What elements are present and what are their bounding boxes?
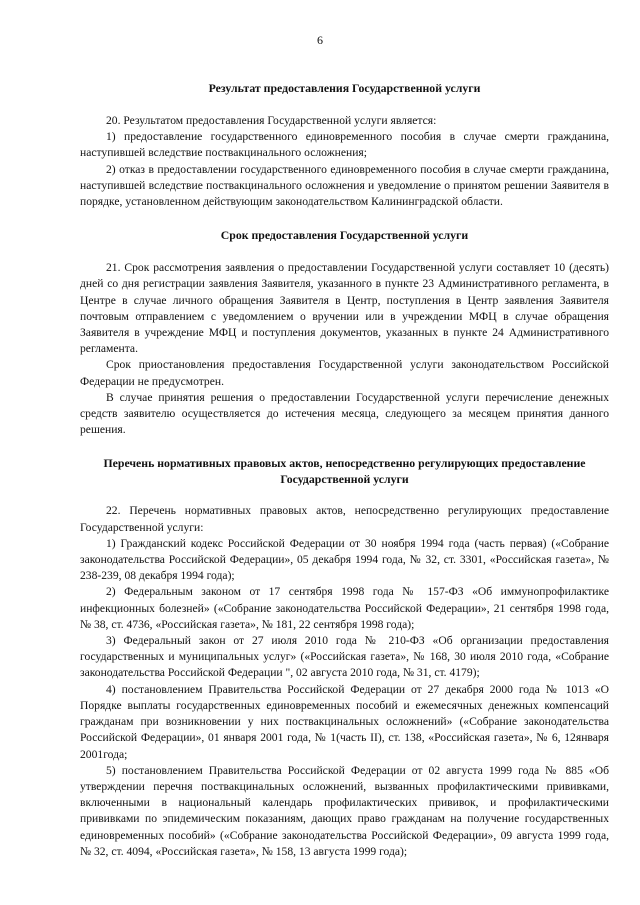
page-number: 6: [317, 33, 323, 47]
legal-act-item-5: 5) постановлением Правительства Российской Федерации от 02 августа 1999 года № 885 «Об утверждении перечня поствакцинальных осложнений, вызванных профилактическими прививками, включенными в национальный календарь профилактических прививок, и профилактическими прививками по эпидемическим показаниям, дающих право гражданам на получение государственных единовременных пособий» («Собрание законодательства Российской Федерации», 09 августа 1999 года, № 32, ст. 4094, «Российская газета», № 158, 13 августа 1999 года);: [80, 763, 609, 858]
paragraph-20-item-2: 2) отказ в предоставлении государственного единовременного пособия в случае смерти гражданина, наступившей вследствие поствакцинального осложнения и уведомление о принятом решении Заявителя в порядке, установленном действующим законодательством Калининградской области.: [80, 162, 609, 209]
legal-act-item-4: 4) постановлением Правительства Российской Федерации от 27 декабря 2000 года № 1013 «О Порядке выплаты государственных единовременных пособий и ежемесячных денежных компенсаций гражданам при возникновении у них поствакцинальных осложнений» («Собрание законодательства Российской Федерации», 01 января 2001 года, № 1(часть II), ст. 138, «Российская газета», № 6, 12января 2001года;: [80, 682, 609, 761]
paragraph-21-payment: В случае принятия решения о предоставлении Государственной услуги перечисление денежных средств заявителю осуществляется до истечения месяца, следующего за месяцем принятия данного решения.: [80, 390, 609, 437]
section-heading-legal-acts: Перечень нормативных правовых актов, непосредственно регулирующих предоставление Государственной услуги: [103, 456, 586, 487]
paragraph-21: 21. Срок рассмотрения заявления о предоставлении Государственной услуги составляет 10 (десять) дней со дня регистрации заявления Заявителя, указанного в пункте 23 Административного регламента, в Центре в случае личного обращения Заявителя в Центр, поступления в Центр заявления Заявителя почтовым отправлением с уведомлением о вручении или в учреждении МФЦ в случае обращения Заявителя в учреждение МФЦ и поступления документов, указанных в пункте 24 Административного регламента.: [80, 261, 609, 356]
paragraph-20: 20. Результатом предоставления Государственной услуги является:: [106, 114, 437, 127]
paragraph-20-item-1: 1) предоставление государственного единовременного пособия в случае смерти гражданина, наступившей вследствие поствакцинального осложнения;: [80, 130, 609, 160]
section-heading-result: Результат предоставления Государственной услуги: [208, 81, 481, 95]
legal-act-item-3: 3) Федеральный закон от 27 июля 2010 года № 210-ФЗ «Об организации предоставления государственных и муниципальных услуг» («Российская газета», № 168, 30 июля 2010 года, «Собрание законодательства Российской Федерации ", 02 августа 2010 года, № 31, ст. 4179);: [80, 634, 609, 680]
page-content: [80, 78, 609, 860]
paragraph-22: 22. Перечень нормативных правовых актов, непосредственно регулирующих предоставление Государственной услуги:: [80, 504, 609, 534]
section-heading-term: Срок предоставления Государственной услуги: [220, 228, 469, 243]
paragraph-21-suspension: Срок приостановления предоставления Государственной услуги законодательством Российской Федерации не предусмотрен.: [80, 358, 609, 388]
legal-act-item-2: 2) Федеральным законом от 17 сентября 1998 года № 157-ФЗ «Об иммунопрофилактике инфекционных болезней» («Собрание законодательства Российской Федерации», 21 сентября 1998 года, № 38, ст. 4736, «Российская газета», № 181, 22 сентября 1998 года);: [80, 585, 609, 631]
legal-act-item-1: 1) Гражданский кодекс Российской Федерации от 30 ноября 1994 года (часть первая) («Собрание законодательства Российской Федерации», 05 декабря 1994 года, № 32, ст. 3301, «Российская газета», № 238-239, 08 декабря 1994 года);: [80, 536, 609, 583]
